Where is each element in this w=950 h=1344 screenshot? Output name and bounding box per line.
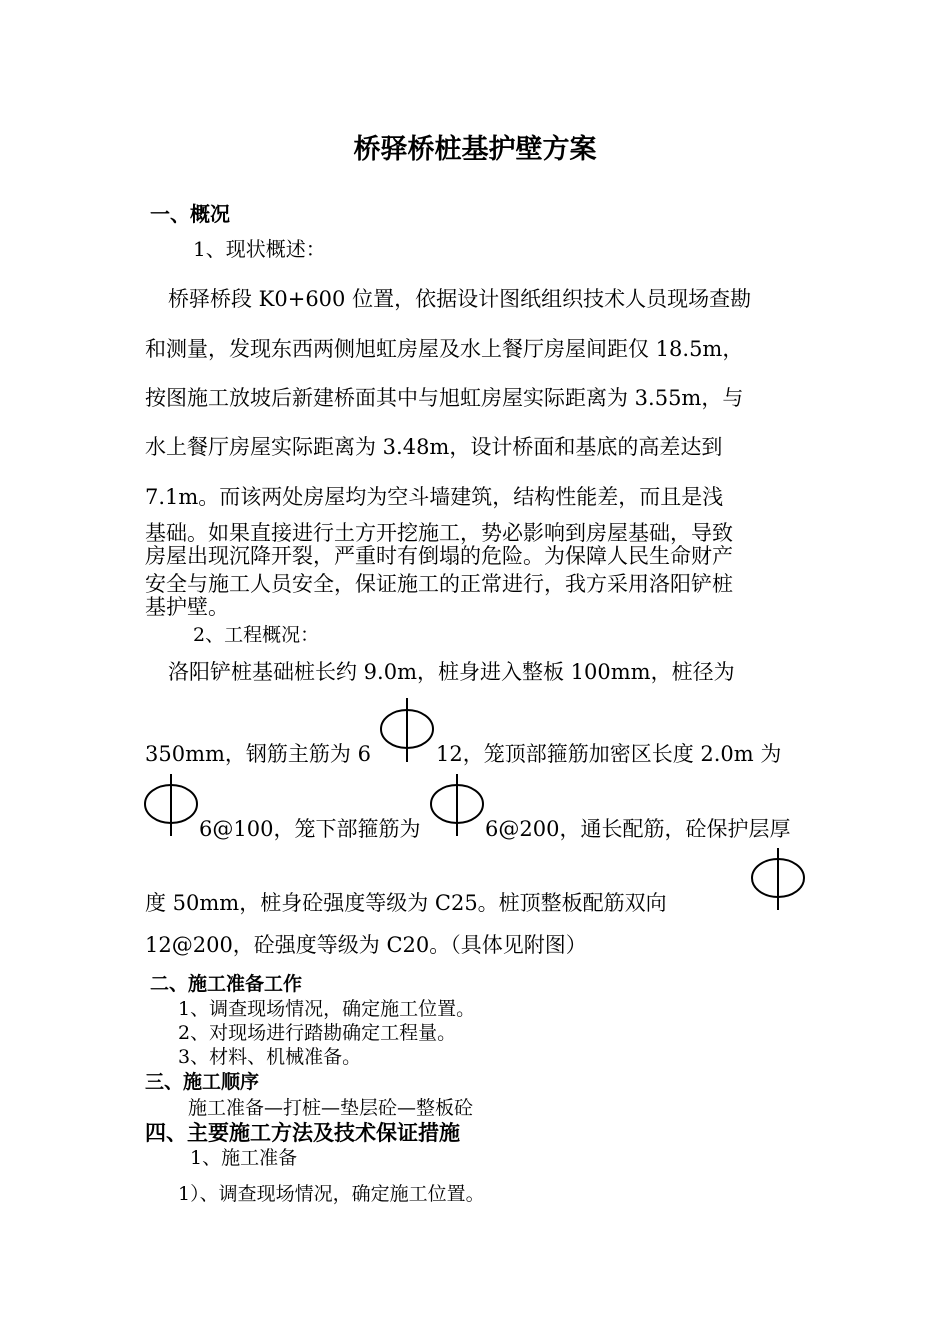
paragraph-line: 水上餐厅房屋实际距离为 3.48m，设计桥面和基底的高差达到: [145, 435, 723, 459]
section-1-sub-2: 2、工程概况：: [193, 624, 320, 646]
list-item: 1）、调查现场情况，确定施工位置。: [178, 1183, 485, 1205]
paragraph-line: 房屋出现沉降开裂，严重时有倒塌的危险。为保障人民生命财产: [145, 544, 733, 568]
paragraph-line: 12，笼顶部箍筋加密区长度 2.0m 为: [436, 742, 782, 766]
document-title: 桥驿桥桩基护壁方案: [353, 134, 597, 165]
paragraph-line: 和测量，发现东西两侧旭虹房屋及水上餐厅房屋间距仅 18.5m，: [145, 337, 744, 361]
list-item: 1、调查现场情况，确定施工位置。: [178, 998, 476, 1020]
paragraph-line: 7.1m。而该两处房屋均为空斗墙建筑，结构性能差，而且是浅: [145, 485, 724, 509]
paragraph-line: 350mm，钢筋主筋为 6: [145, 742, 371, 766]
section-1-sub-1: 1、现状概述：: [193, 237, 326, 261]
paragraph-line: 6@100，笼下部箍筋为: [199, 817, 421, 841]
paragraph-line: 基护壁。: [145, 595, 229, 619]
rebar-diameter-symbol-icon: [143, 774, 199, 838]
paragraph-line: 按图施工放坡后新建桥面其中与旭虹房屋实际距离为 3.55m，与: [145, 386, 744, 410]
rebar-diameter-symbol-icon: [750, 848, 806, 912]
section-4-heading: 四、主要施工方法及技术保证措施: [145, 1120, 460, 1145]
paragraph-line: 12@200，砼强度等级为 C20。（具体见附图）: [145, 933, 587, 957]
paragraph-line: 6@200，通长配筋，砼保护层厚: [485, 817, 791, 841]
list-item: 3、材料、机械准备。: [178, 1046, 362, 1068]
paragraph-line: 安全与施工人员安全，保证施工的正常进行，我方采用洛阳铲桩: [145, 572, 733, 596]
paragraph-line: 基础。如果直接进行土方开挖施工，势必影响到房屋基础，导致: [145, 521, 733, 545]
rebar-diameter-symbol-icon: [429, 774, 485, 838]
paragraph-line: 洛阳铲桩基础桩长约 9.0m，桩身进入整板 100mm，桩径为: [168, 660, 735, 684]
section-3-text: 施工准备—打桩—垫层砼—整板砼: [188, 1097, 474, 1119]
paragraph-line: 度 50mm，桩身砼强度等级为 C25。桩顶整板配筋双向: [145, 891, 667, 915]
section-1-heading: 一、概况: [150, 202, 230, 226]
paragraph-line: 桥驿桥段 K0+600 位置，依据设计图纸组织技术人员现场查勘: [168, 287, 752, 311]
section-4-sub-1: 1、施工准备: [190, 1147, 298, 1169]
rebar-diameter-symbol-icon: [380, 698, 436, 764]
section-3-heading: 三、施工顺序: [145, 1071, 260, 1093]
section-2-heading: 二、施工准备工作: [150, 973, 303, 995]
list-item: 2、对现场进行踏勘确定工程量。: [178, 1022, 457, 1044]
